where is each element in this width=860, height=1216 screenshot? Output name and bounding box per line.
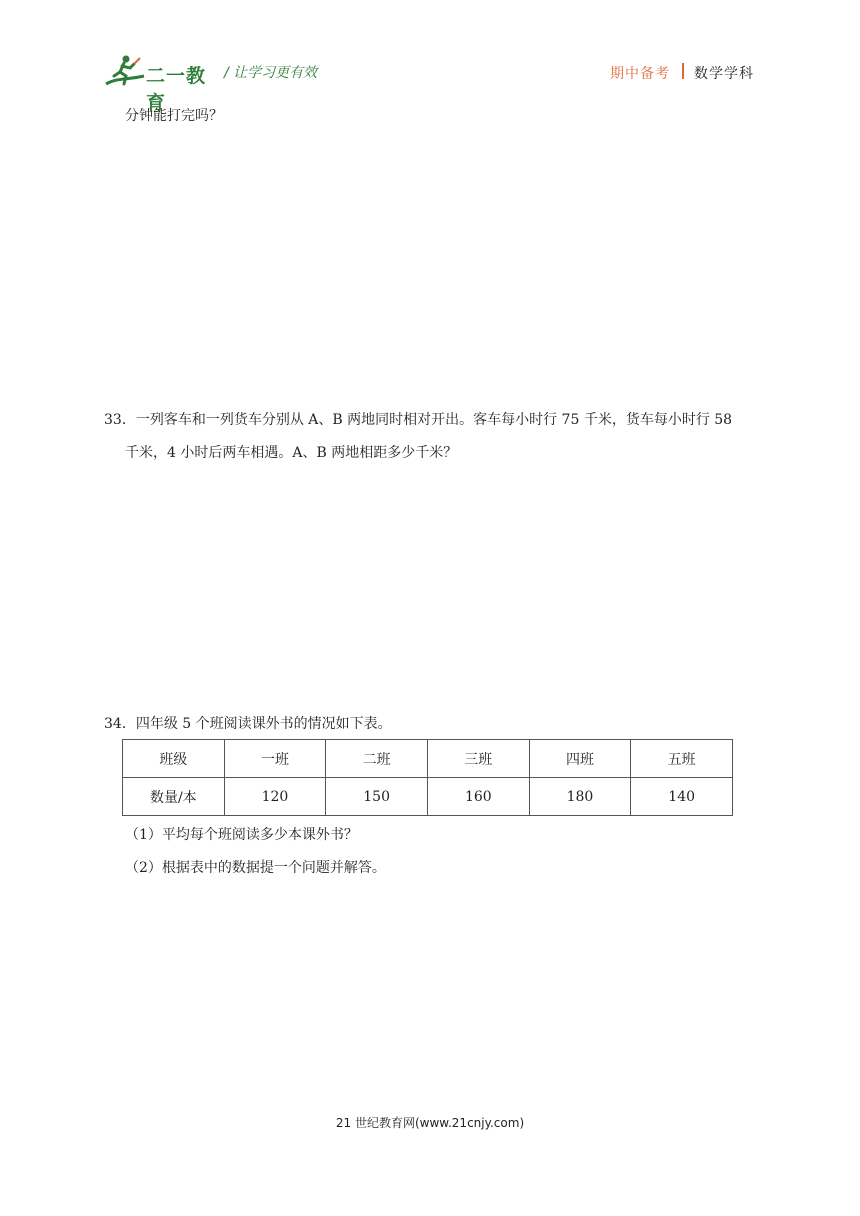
table-cell: 160 bbox=[427, 778, 529, 816]
table-cell: 150 bbox=[326, 778, 428, 816]
slogan: / 让学习更有效 bbox=[224, 65, 318, 81]
table-cell: 一班 bbox=[224, 740, 326, 778]
runner-logo-icon bbox=[104, 54, 148, 90]
table-cell: 180 bbox=[529, 778, 631, 816]
table-row bbox=[123, 778, 733, 816]
q33-line2: 千米，4 小时后两车相遇。A、B 两地相距多少千米？ bbox=[125, 445, 458, 461]
table-cell: 二班 bbox=[326, 740, 428, 778]
exam-tag: 期中备考 bbox=[610, 66, 670, 82]
page-footer: 21 世纪教育网(www.21cnjy.com) bbox=[335, 1116, 525, 1130]
header-divider bbox=[682, 63, 684, 79]
logo-text: 二一教育 bbox=[146, 65, 207, 114]
table-cell: 三班 bbox=[427, 740, 529, 778]
table-cell: 140 bbox=[631, 778, 733, 816]
page-header bbox=[0, 0, 860, 114]
table-cell: 数量/本 bbox=[123, 778, 225, 816]
continuation-text: 分钟能打完吗？ bbox=[125, 108, 223, 124]
reading-table bbox=[122, 739, 733, 816]
subject-label: 数学学科 bbox=[694, 66, 754, 82]
q34-sub1: （1）平均每个班阅读多少本课外书？ bbox=[125, 827, 358, 843]
q33-line1: 33．一列客车和一列货车分别从 A、B 两地同时相对开出。客车每小时行 75 千米，货车每小时行 58 bbox=[104, 412, 733, 428]
table-cell: 120 bbox=[224, 778, 326, 816]
table-header-row bbox=[123, 740, 733, 778]
q34-sub2: （2）根据表中的数据提一个问题并解答。 bbox=[125, 860, 386, 876]
q34-intro: 34．四年级 5 个班阅读课外书的情况如下表。 bbox=[104, 716, 392, 732]
logo bbox=[104, 52, 224, 114]
table-cell: 四班 bbox=[529, 740, 631, 778]
table-cell: 班级 bbox=[123, 740, 225, 778]
table-cell: 五班 bbox=[631, 740, 733, 778]
